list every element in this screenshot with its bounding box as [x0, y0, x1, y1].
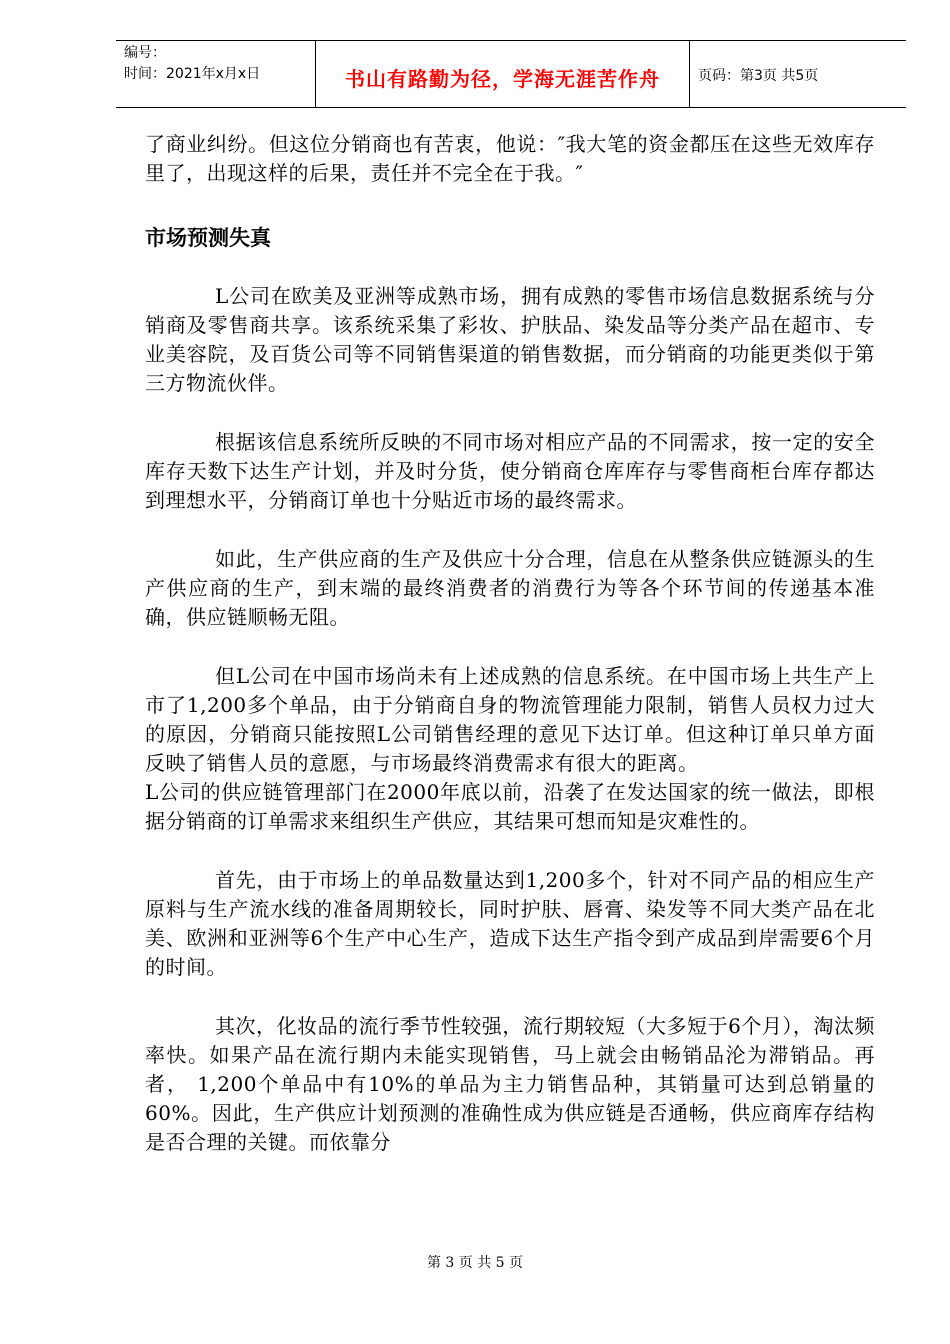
page-header — [116, 40, 906, 108]
header-page-cell — [690, 41, 906, 107]
document-body — [145, 130, 875, 1157]
page-footer: 第 3 页 共 5 页 — [426, 1255, 524, 1271]
section-heading: 市场预测失真 — [145, 225, 271, 250]
paragraph-continued: 了商业纠纷。但这位分销商也有苦衷，他说：″我大笔的资金都压在这些无效库存里了，出现这样的后果，责任并不完全在于我。″ — [145, 132, 875, 185]
time-label: 时间：2021年x月x日 — [124, 66, 261, 82]
paragraph: 但L公司在中国市场尚未有上述成熟的信息系统。在中国市场上共生产上市了1,200多个单品，由于分销商自身的物流管理能力限制，销售人员权力过大的原因，分销商只能按照L公司销售经理的意见下达订单。但这种订单只单方面反映了销售人员的意愿，与市场最终消费需求有很大的距离。 — [145, 664, 875, 775]
paragraph: L公司在欧美及亚洲等成熟市场，拥有成熟的零售市场信息数据系统与分销商及零售商共享。该系统采集了彩妆、护肤品、染发品等分类产品在超市、专业美容院，及百货公司等不同销售渠道的销售数据，而分销商的功能更类似于第三方物流伙伴。 — [145, 284, 875, 395]
number-label: 编号： — [124, 45, 166, 61]
paragraph: 其次，化妆品的流行季节性较强，流行期较短（大多短于6个月），淘汰频率快。如果产品在流行期内未能实现销售，马上就会由畅销品沦为滞销品。再者， 1,200个单品中有10%的单品为主力销售品种，其销量可达到总销量的60%。因此，生产供应计划预测的准确性成为供应链是否通畅，供应商库存结构是否合理的关键。而依靠分 — [145, 1014, 875, 1154]
paragraph: 首先，由于市场上的单品数量达到1,200多个，针对不同产品的相应生产原料与生产流水线的准备周期较长，同时护肤、唇膏、染发等不同大类产品在北美、欧洲和亚洲等6个生产中心生产，造成下达生产指令到产成品到岸需要6个月的时间。 — [145, 868, 875, 979]
paragraph: L公司的供应链管理部门在2000年底以前，沿袭了在发达国家的统一做法，即根据分销商的订单需求来组织生产供应，其结果可想而知是灾难性的。 — [145, 780, 875, 833]
paragraph: 如此，生产供应商的生产及供应十分合理，信息在从整条供应链源头的生产供应商的生产，到末端的最终消费者的消费行为等各个环节间的传递基本准确，供应链顺畅无阻。 — [145, 547, 875, 629]
header-motto-cell — [316, 41, 690, 107]
header-meta-cell — [116, 41, 316, 107]
paragraph: 根据该信息系统所反映的不同市场对相应产品的不同需求，按一定的安全库存天数下达生产计划，并及时分货，使分销商仓库库存与零售商柜台库存都达到理想水平，分销商订单也十分贴近市场的最终需求。 — [145, 430, 875, 512]
header-page-info: 页码：第3页 共5页 — [698, 68, 819, 84]
motto-text: 书山有路勤为径，学海无涯苦作舟 — [345, 67, 660, 91]
